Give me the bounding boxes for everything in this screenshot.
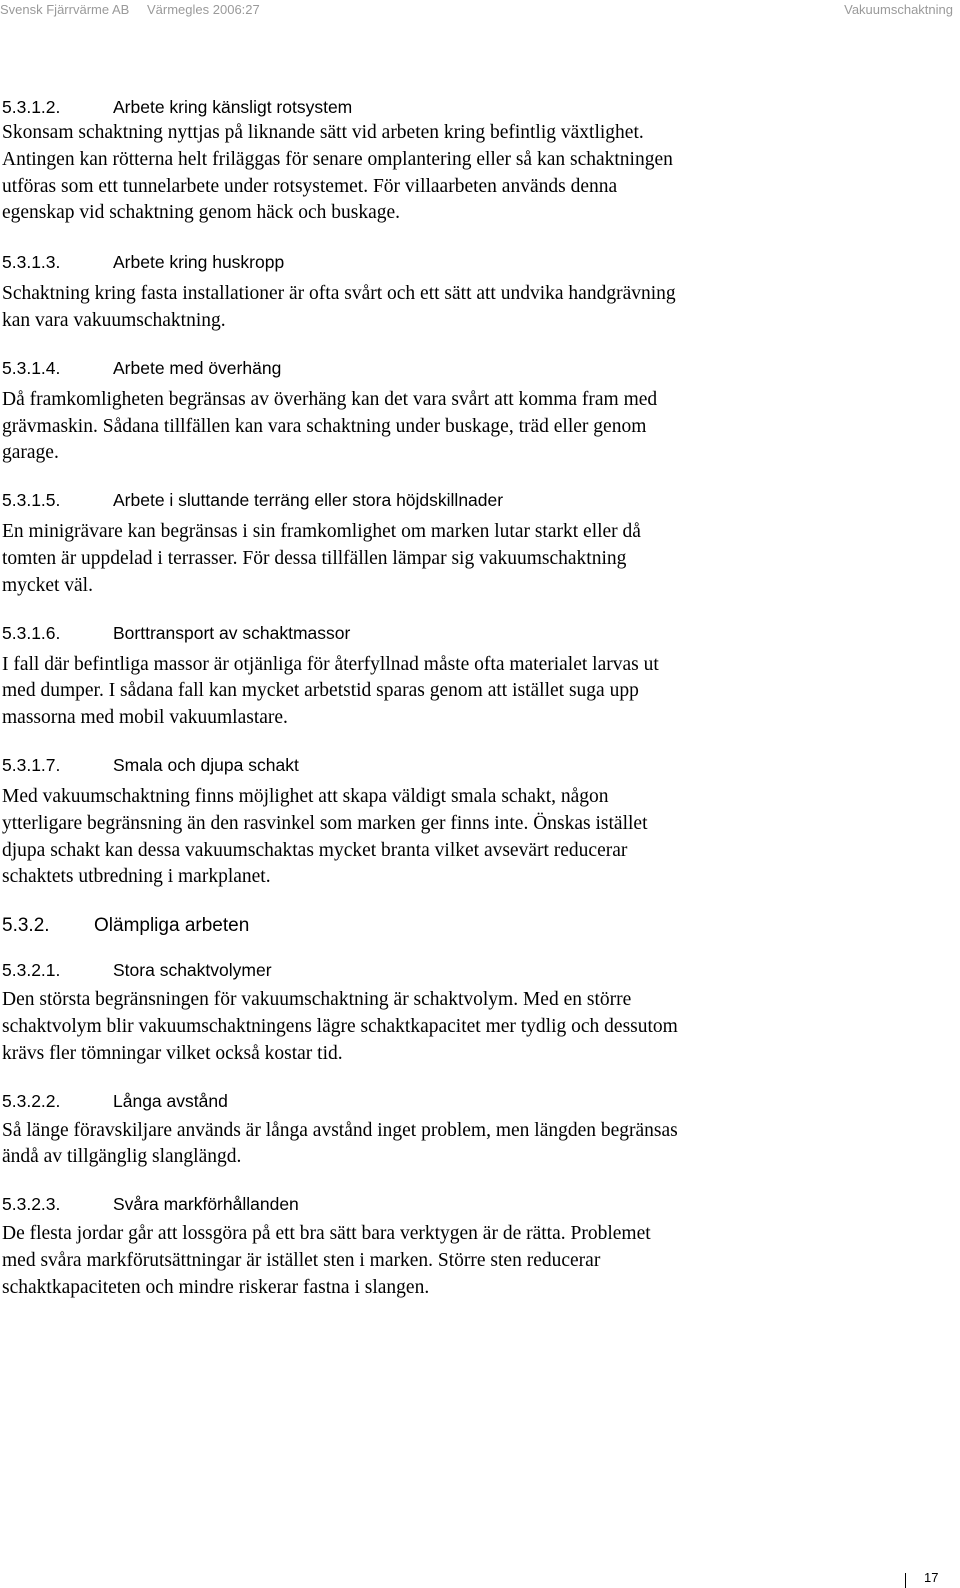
section-title: Arbete kring känsligt rotsystem <box>113 97 353 117</box>
section-5-3-1-6 <box>2 622 950 732</box>
section-number: 5.3.2. <box>2 915 50 937</box>
section-heading <box>2 959 950 981</box>
section-heading <box>2 251 950 273</box>
text-line: Antingen kan rötterna helt friläggas för senare omplantering eller så kan schaktningen <box>2 148 673 170</box>
section-number: 5.3.1.6. <box>2 622 61 643</box>
text-line: En minigrävare kan begränsas i sin framkomlighet om marken lutar starkt eller då <box>2 521 641 543</box>
running-header <box>0 0 960 24</box>
section-title: Stora schaktvolymer <box>113 960 272 981</box>
section-title: Arbete i sluttande terräng eller stora höjdskillnader <box>113 490 504 511</box>
section-paragraph <box>2 281 792 335</box>
section-5-3-1-7 <box>2 754 950 891</box>
page-number: 17 <box>924 1570 939 1585</box>
section-heading <box>2 96 950 118</box>
section-paragraph <box>2 987 792 1067</box>
text-line: garage. <box>2 442 59 464</box>
header-topic: Vakuumschaktning <box>844 2 953 17</box>
section-heading <box>2 489 950 511</box>
section-5-3-2-3 <box>2 1193 950 1301</box>
text-line: massorna med mobil vakuumlastare. <box>2 707 288 729</box>
section-paragraph <box>2 120 792 227</box>
section-5-3-2-1 <box>2 959 950 1067</box>
footer-divider <box>905 1573 906 1588</box>
section-heading <box>2 754 950 776</box>
section-title: Arbete med överhäng <box>113 357 282 378</box>
section-number: 5.3.1.5. <box>2 490 61 511</box>
text-line: I fall där befintliga massor är otjänliga för återfyllnad måste ofta materialet larvas ut <box>2 653 659 675</box>
section-5-3-1-4 <box>2 357 950 467</box>
section-5-3-1-5 <box>2 489 950 599</box>
section-heading <box>2 357 950 379</box>
section-5-3-1-2 <box>2 96 950 227</box>
section-title: Arbete kring huskropp <box>113 252 285 273</box>
text-line: med svåra markförutsättningar är istället sten i marken. Större sten reducerar <box>2 1249 601 1271</box>
text-line: schaktets utbredning i markplanet. <box>2 866 271 888</box>
section-paragraph <box>2 652 792 732</box>
section-heading <box>2 622 950 644</box>
section-5-3-2 <box>2 915 950 937</box>
text-line: Skonsam schaktning nyttjas på liknande sätt vid arbeten kring befintlig växtlighet. <box>2 122 644 143</box>
section-paragraph <box>2 1221 792 1301</box>
section-5-3-1-3 <box>2 251 950 335</box>
section-number: 5.3.1.4. <box>2 357 61 378</box>
section-title: Svåra markförhållanden <box>113 1194 299 1215</box>
section-title: Smala och djupa schakt <box>113 754 299 775</box>
section-number: 5.3.2.3. <box>2 1194 61 1215</box>
text-line: tomten är uppdelad i terrasser. För dessa tillfällen lämpar sig vakuumschaktning <box>2 547 627 569</box>
text-line: krävs fler tömningar vilket också kostar tid. <box>2 1042 343 1064</box>
text-line: schaktkapaciteten och mindre riskerar fastna i slangen. <box>2 1276 430 1298</box>
text-line: Då framkomligheten begränsas av överhäng kan det vara svårt att komma fram med <box>2 388 658 410</box>
section-number: 5.3.2.1. <box>2 960 61 981</box>
text-line: mycket väl. <box>2 574 93 596</box>
text-line: grävmaskin. Sådana tillfällen kan vara schaktning under buskage, träd eller genom <box>2 415 647 437</box>
text-line: utföras som ett tunnelarbete under rotsystemet. För villaarbeten används denna <box>2 175 618 197</box>
text-line: kan vara vakuumschaktning. <box>2 309 226 331</box>
section-number: 5.3.1.3. <box>2 252 61 273</box>
text-line: Schaktning kring fasta installationer är ofta svårt och ett sätt att undvika handgrävning <box>2 283 676 305</box>
section-heading <box>2 915 950 937</box>
text-line: djupa schakt kan dessa vakuumschaktas mycket branta vilket avsevärt reducerar <box>2 839 628 861</box>
header-organization: Svensk Fjärrvärme AB <box>0 2 130 17</box>
section-paragraph <box>2 784 792 891</box>
text-line: ytterligare begränsning än den rasvinkel som marken ger finns inte. Önskas istället <box>2 812 648 834</box>
text-line: De flesta jordar går att lossgöra på ett bra sätt bara verktygen är de rätta. Problemet <box>2 1223 651 1245</box>
section-paragraph <box>2 1118 792 1172</box>
text-line: egenskap vid schaktning genom häck och buskage. <box>2 202 401 224</box>
section-title: Långa avstånd <box>113 1090 228 1111</box>
document-body <box>2 96 950 1302</box>
section-heading <box>2 1193 950 1215</box>
text-line: med dumper. I sådana fall kan mycket arbetstid sparas genom att istället suga upp <box>2 680 639 702</box>
section-paragraph <box>2 519 792 599</box>
section-5-3-2-2 <box>2 1090 950 1172</box>
text-line: ändå av tillgänglig slanglängd. <box>2 1146 242 1168</box>
text-line: schaktvolym blir vakuumschaktningens lägre schaktkapacitet mer tydlig och dessutom <box>2 1015 678 1037</box>
text-line: Med vakuumschaktning finns möjlighet att skapa väldigt smala schakt, någon <box>2 785 609 807</box>
section-number: 5.3.2.2. <box>2 1090 61 1111</box>
text-line: Den största begränsningen för vakuumschaktning är schaktvolym. Med en större <box>2 989 632 1011</box>
section-title: Borttransport av schaktmassor <box>113 622 351 643</box>
text-line: Så länge föravskiljare används är långa avstånd inget problem, men längden begränsas <box>2 1119 678 1141</box>
header-document-id: Värmegles 2006:27 <box>147 2 260 17</box>
section-heading <box>2 1090 950 1112</box>
section-title: Olämpliga arbeten <box>94 915 250 937</box>
section-number: 5.3.1.7. <box>2 754 61 775</box>
section-number: 5.3.1.2. <box>2 97 61 117</box>
section-paragraph <box>2 387 792 467</box>
